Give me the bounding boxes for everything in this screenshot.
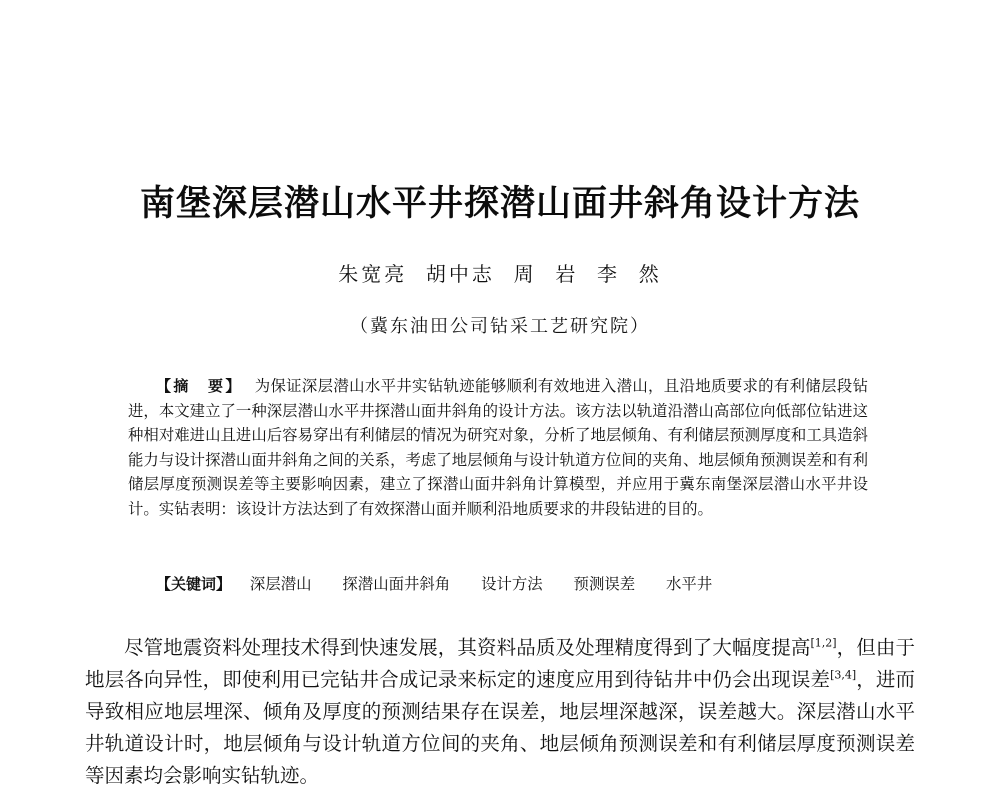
author-affiliation: （冀东油田公司钻采工艺研究院） bbox=[350, 316, 650, 337]
body-text-segment: ，但由于地层各向异性，即使利用已完钻井合成记录来标定的速度应用到待钻井中仍会出现误差 bbox=[85, 636, 915, 691]
keyword-item: 预测误差 bbox=[573, 575, 636, 593]
abstract-paragraph bbox=[128, 374, 868, 521]
body-paragraph bbox=[85, 632, 915, 792]
abstract-text: 为保证深层潜山水平井实钻轨迹能够顺利有效地进入潜山，且沿地质要求的有利储层段钻进，本文建立了一种深层潜山水平井探潜山面井斜角的设计方法。该方法以轨道沿潜山高部位向低部位钻进这种相对难进山且进山后容易穿出有利储层的情况为研究对象，分析了地层倾角、有利储层预测厚度和工具造斜能力与设计探潜山面井斜角之间的关系，考虑了地层倾角与设计轨道方位间的夹角、地层倾角预测误差和有利储层厚度预测误差等主要影响因素，建立了探潜山面井斜角计算模型，并应用于冀东南堡深层潜山水平井设计。实钻表明：该设计方法达到了有效探潜山面并顺利沿地质要求的井段钻进的目的。 bbox=[128, 377, 868, 518]
citation-ref: [1,2] bbox=[810, 636, 837, 650]
paper-title: 南堡深层潜山水平井探潜山面井斜角设计方法 bbox=[139, 183, 860, 224]
keyword-item: 深层潜山 bbox=[249, 575, 312, 593]
citation-ref: [3,4] bbox=[830, 668, 857, 682]
body-text-segment: 尽管地震资料处理技术得到快速发展，其资料品质及处理精度得到了大幅度提高 bbox=[124, 636, 811, 659]
body-text-segment: ，进而导致相应地层埋深、倾角及厚度的预测结果存在误差，地层埋深越深，误差越大。深层潜山水平井轨道设计时，地层倾角与设计轨道方位间的夹角、地层倾角预测误差和有利储层厚度预测误差等因素均会影响实钻轨迹。 bbox=[85, 668, 915, 787]
abstract-label: 【摘 要】 bbox=[156, 377, 243, 395]
keyword-item: 水平井 bbox=[666, 575, 713, 593]
keywords-label: 【关键词】 bbox=[156, 575, 232, 593]
keyword-item: 设计方法 bbox=[481, 575, 543, 593]
keywords-line bbox=[156, 572, 876, 596]
author-list: 朱宽亮 胡中志 周 岩 李 然 bbox=[338, 262, 662, 286]
keyword-item: 探潜山面井斜角 bbox=[342, 575, 451, 593]
